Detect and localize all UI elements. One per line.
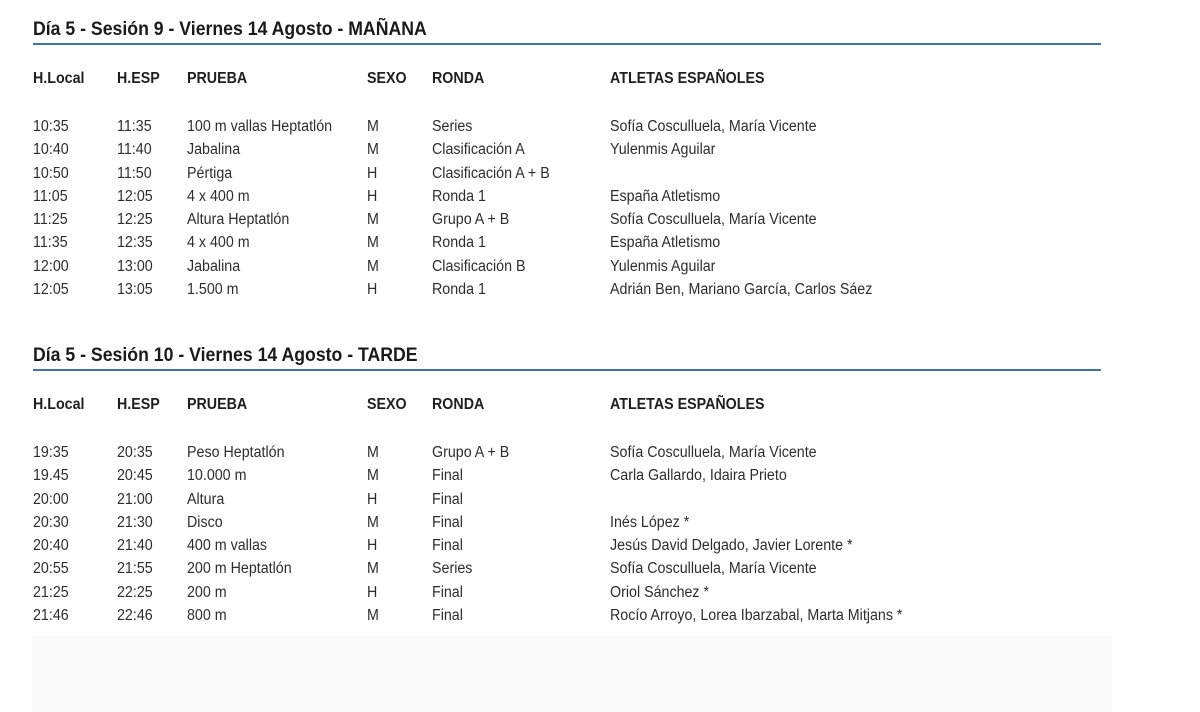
cell-prueba: 200 m Heptatlón bbox=[187, 560, 292, 578]
header-atletas: ATLETAS ESPAÑOLES bbox=[610, 396, 765, 413]
session-9 bbox=[33, 18, 1101, 301]
cell-ronda: Grupo A + B bbox=[432, 211, 510, 229]
cell-hlocal: 11:25 bbox=[33, 211, 68, 229]
table-row bbox=[33, 162, 1101, 185]
cell-sexo: M bbox=[367, 118, 379, 135]
page-background bbox=[32, 636, 1112, 712]
cell-hlocal: 21:46 bbox=[33, 607, 69, 625]
header-hesp: H.ESP bbox=[117, 70, 160, 87]
cell-hesp: 11:40 bbox=[117, 141, 152, 159]
cell-ronda: Grupo A + B bbox=[432, 444, 510, 461]
cell-hesp: 12:35 bbox=[117, 234, 153, 252]
cell-prueba: Altura Heptatlón bbox=[187, 211, 290, 229]
cell-hesp: 21:00 bbox=[117, 490, 153, 508]
cell-ronda: Series bbox=[432, 560, 473, 578]
title-rule bbox=[33, 43, 1101, 45]
table-row bbox=[33, 231, 1101, 254]
cell-hlocal: 10:50 bbox=[33, 164, 69, 182]
cell-hlocal: 19:35 bbox=[33, 444, 69, 461]
cell-sexo: M bbox=[367, 560, 379, 578]
cell-prueba: Peso Heptatlón bbox=[187, 444, 285, 461]
cell-hlocal: 20:00 bbox=[33, 490, 69, 508]
cell-atletas: Sofía Cosculluela, María Vicente bbox=[610, 118, 817, 135]
cell-hesp: 22:25 bbox=[117, 583, 153, 601]
cell-atletas: Oriol Sánchez * bbox=[610, 583, 710, 601]
cell-sexo: M bbox=[367, 211, 379, 229]
table-row bbox=[33, 488, 1101, 511]
cell-ronda: Final bbox=[432, 583, 463, 601]
title-rule bbox=[33, 369, 1101, 371]
cell-atletas: Adrián Ben, Mariano García, Carlos Sáez bbox=[610, 281, 873, 299]
table-header bbox=[33, 393, 1101, 417]
cell-hlocal: 20:40 bbox=[33, 537, 69, 555]
cell-atletas: España Atletismo bbox=[610, 234, 721, 252]
cell-hesp: 13:00 bbox=[117, 257, 153, 275]
cell-atletas: España Atletismo bbox=[610, 187, 721, 205]
header-sexo: SEXO bbox=[367, 396, 407, 413]
cell-atletas: Rocío Arroyo, Lorea Ibarzabal, Marta Mitjans * bbox=[610, 607, 903, 625]
cell-ronda: Final bbox=[432, 513, 463, 531]
cell-hesp: 21:30 bbox=[117, 513, 153, 531]
cell-hesp: 21:55 bbox=[117, 560, 153, 578]
table-row bbox=[33, 208, 1101, 231]
cell-prueba: 200 m bbox=[187, 583, 227, 601]
cell-sexo: H bbox=[367, 537, 378, 555]
table-row bbox=[33, 138, 1101, 161]
cell-prueba: Altura bbox=[187, 490, 225, 508]
cell-prueba: 10.000 m bbox=[187, 467, 247, 485]
header-ronda: RONDA bbox=[432, 70, 485, 87]
cell-hlocal: 19.45 bbox=[33, 467, 69, 485]
session-10 bbox=[33, 344, 1101, 627]
cell-sexo: M bbox=[367, 234, 379, 252]
table-row bbox=[33, 464, 1101, 487]
cell-hlocal: 12:05 bbox=[33, 281, 69, 299]
cell-hesp: 20:45 bbox=[117, 467, 153, 485]
table-row bbox=[33, 441, 1101, 464]
table-row bbox=[33, 185, 1101, 208]
header-hlocal: H.Local bbox=[33, 396, 85, 413]
schedule-rows bbox=[33, 441, 1101, 627]
cell-ronda: Clasificación A bbox=[432, 141, 525, 159]
table-row bbox=[33, 581, 1101, 604]
header-atletas: ATLETAS ESPAÑOLES bbox=[610, 70, 765, 87]
header-prueba: PRUEBA bbox=[187, 396, 248, 413]
cell-ronda: Final bbox=[432, 467, 463, 485]
header-hesp: H.ESP bbox=[117, 396, 160, 413]
cell-ronda: Final bbox=[432, 537, 463, 555]
cell-atletas: Yulenmis Aguilar bbox=[610, 257, 716, 275]
cell-hesp: 12:05 bbox=[117, 187, 153, 205]
header-hlocal: H.Local bbox=[33, 70, 85, 87]
cell-prueba: Jabalina bbox=[187, 141, 241, 159]
cell-sexo: M bbox=[367, 607, 379, 625]
schedule-rows bbox=[33, 115, 1101, 301]
cell-hlocal: 10:35 bbox=[33, 118, 69, 135]
cell-hesp: 12:25 bbox=[117, 211, 153, 229]
cell-sexo: H bbox=[367, 164, 378, 182]
table-row bbox=[33, 511, 1101, 534]
cell-hesp: 11:50 bbox=[117, 164, 152, 182]
header-sexo: SEXO bbox=[367, 70, 407, 87]
cell-prueba: 4 x 400 m bbox=[187, 234, 250, 252]
cell-ronda: Ronda 1 bbox=[432, 234, 486, 252]
cell-ronda: Series bbox=[432, 118, 473, 135]
table-row bbox=[33, 115, 1101, 138]
cell-atletas: Jesús David Delgado, Javier Lorente * bbox=[610, 537, 853, 555]
cell-ronda: Ronda 1 bbox=[432, 281, 486, 299]
cell-prueba: Pértiga bbox=[187, 164, 233, 182]
cell-ronda: Final bbox=[432, 607, 463, 625]
cell-prueba: 4 x 400 m bbox=[187, 187, 250, 205]
cell-hesp: 20:35 bbox=[117, 444, 153, 461]
cell-hesp: 21:40 bbox=[117, 537, 153, 555]
cell-atletas: Inés López * bbox=[610, 513, 690, 531]
header-prueba: PRUEBA bbox=[187, 70, 248, 87]
cell-hlocal: 21:25 bbox=[33, 583, 69, 601]
cell-sexo: M bbox=[367, 257, 379, 275]
table-row bbox=[33, 534, 1101, 557]
cell-atletas: Sofía Cosculluela, María Vicente bbox=[610, 444, 817, 461]
cell-ronda: Final bbox=[432, 490, 463, 508]
table-row bbox=[33, 557, 1101, 580]
cell-hesp: 22:46 bbox=[117, 607, 153, 625]
cell-hesp: 11:35 bbox=[117, 118, 152, 135]
cell-sexo: M bbox=[367, 513, 379, 531]
cell-prueba: 400 m vallas bbox=[187, 537, 268, 555]
cell-hlocal: 11:05 bbox=[33, 187, 68, 205]
cell-sexo: H bbox=[367, 583, 378, 601]
cell-sexo: M bbox=[367, 444, 379, 461]
cell-ronda: Ronda 1 bbox=[432, 187, 486, 205]
cell-hlocal: 11:35 bbox=[33, 234, 68, 252]
cell-atletas: Sofía Cosculluela, María Vicente bbox=[610, 211, 817, 229]
header-ronda: RONDA bbox=[432, 396, 485, 413]
cell-sexo: M bbox=[367, 141, 379, 159]
cell-sexo: M bbox=[367, 467, 379, 485]
cell-prueba: Jabalina bbox=[187, 257, 241, 275]
cell-hesp: 13:05 bbox=[117, 281, 153, 299]
cell-prueba: 1.500 m bbox=[187, 281, 239, 299]
cell-ronda: Clasificación B bbox=[432, 257, 526, 275]
cell-prueba: 800 m bbox=[187, 607, 227, 625]
cell-ronda: Clasificación A + B bbox=[432, 164, 550, 182]
session-title: Día 5 - Sesión 9 - Viernes 14 Agosto - MAÑANA bbox=[33, 19, 427, 40]
table-row bbox=[33, 278, 1101, 301]
cell-sexo: H bbox=[367, 281, 378, 299]
cell-prueba: 100 m vallas Heptatlón bbox=[187, 118, 333, 135]
table-header bbox=[33, 67, 1101, 91]
table-row bbox=[33, 604, 1101, 627]
cell-hlocal: 10:40 bbox=[33, 141, 69, 159]
cell-hlocal: 20:55 bbox=[33, 560, 69, 578]
cell-atletas: Carla Gallardo, Idaira Prieto bbox=[610, 467, 787, 485]
cell-prueba: Disco bbox=[187, 513, 223, 531]
cell-hlocal: 12:00 bbox=[33, 257, 69, 275]
table-row bbox=[33, 255, 1101, 278]
cell-sexo: H bbox=[367, 490, 378, 508]
session-title: Día 5 - Sesión 10 - Viernes 14 Agosto - TARDE bbox=[33, 345, 418, 366]
cell-hlocal: 20:30 bbox=[33, 513, 69, 531]
cell-sexo: H bbox=[367, 187, 378, 205]
cell-atletas: Sofía Cosculluela, María Vicente bbox=[610, 560, 817, 578]
cell-atletas: Yulenmis Aguilar bbox=[610, 141, 716, 159]
